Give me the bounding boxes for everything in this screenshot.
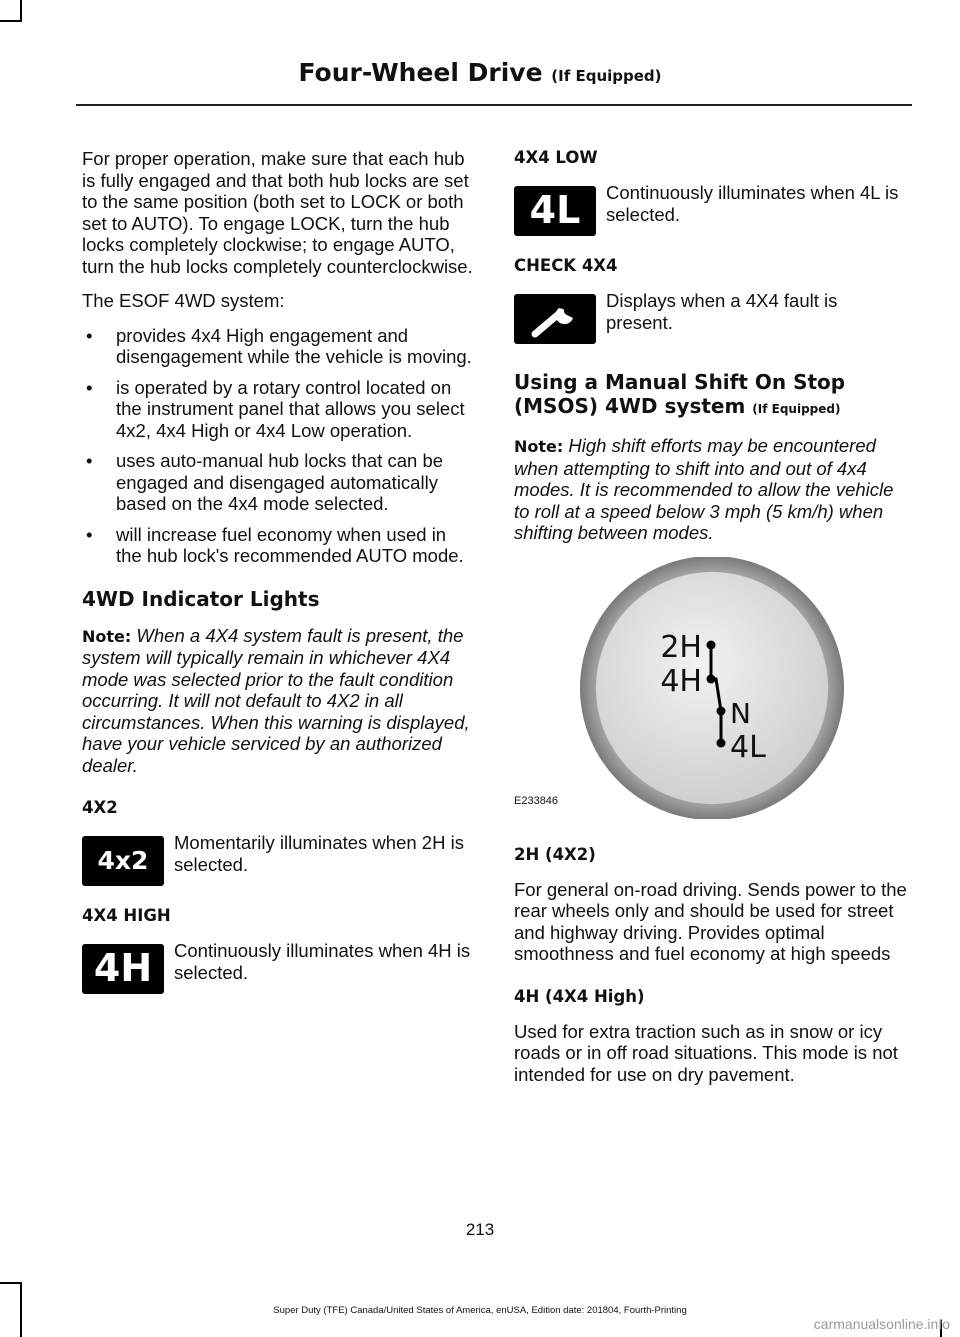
dial-dot-2h [707, 640, 716, 649]
page-title-suffix: (If Equipped) [551, 67, 662, 85]
illustration-code: E233846 [514, 795, 559, 807]
indicator-check [514, 290, 908, 344]
msos-heading-text: Using a Manual Shift On Stop (MSOS) 4WD system [514, 370, 846, 418]
watermark: carmanualsonline.info [813, 1316, 950, 1332]
note-text: When a 4X4 system fault is present, the system will typically remain in whichever 4X4 mode was selected prior to the fault condition occurring. It will not default to 4X2 in all circumstances. When this warning is displayed, have your vehicle serviced by an authorized dealer. [82, 624, 470, 776]
dial-dot-n [717, 706, 726, 715]
list-item: • uses auto-manual hub locks that can be engaged and disengaged automatically based on the 4x4 mode selected. [82, 450, 476, 515]
indicator-4h-text: Continuously illuminates when 4H is selected. [174, 940, 471, 983]
list-item: • provides 4x4 High engagement and disengagement while the vehicle is moving. [82, 325, 476, 368]
wrench-icon [514, 294, 596, 344]
indicator-lights-heading: 4WD Indicator Lights [82, 586, 320, 611]
crop-mark-top-left [20, 0, 22, 22]
4wd-selector-dial [514, 557, 908, 819]
mode-4h-text: Used for extra traction such as in snow or icy roads or in off road situations. This mode is not intended for use on dry pavement. [514, 1020, 898, 1085]
footer-edition: Super Duty (TFE) Canada/United States of America, enUSA, Edition date: 201804, Fourth-Printing [273, 1305, 687, 1316]
dial-illustration [514, 557, 908, 819]
msos-heading-suffix: (If Equipped) [752, 402, 841, 416]
crop-mark-top-left [0, 20, 22, 22]
indicator-4x2-heading: 4X2 [82, 798, 118, 817]
dial-face [596, 572, 828, 804]
indicator-check-heading: CHECK 4X4 [514, 256, 618, 275]
indicator-4h [82, 940, 476, 994]
dial-dot-4h [707, 674, 716, 683]
esof-intro: The ESOF 4WD system: [82, 290, 285, 311]
indicator-4l-text: Continuously illuminates when 4L is selected. [606, 182, 899, 225]
indicator-4h-heading: 4X4 HIGH [82, 906, 171, 925]
dial-dot-4l [717, 738, 726, 747]
intro-paragraph: For proper operation, make sure that each hub is fully engaged and that both hub locks are set to the same position (both set to LOCK or both set to AUTO). To engage LOCK, turn the hub locks completely clockwise; to engage AUTO, turn the hub locks completely counterclockwise. [82, 148, 473, 277]
title-rule [76, 104, 912, 106]
page-number: 213 [465, 1220, 495, 1239]
mode-2h-text: For general on-road driving. Sends power to the rear wheels only and should be used for street and highway driving. Provides optimal smoothness and fuel economy at high speeds [514, 878, 907, 964]
list-item: • is operated by a rotary control located on the instrument panel that allows you select 4x2, 4x4 High or 4x4 Low operation. [82, 377, 476, 442]
dial-label-4h: 4H [660, 663, 702, 699]
page-title-text: Four-Wheel Drive [298, 58, 543, 87]
left-column [82, 148, 476, 1014]
indicator-4l [514, 182, 908, 236]
dial-label-2h: 2H [660, 629, 702, 665]
4h-indicator-icon: 4H [82, 944, 164, 994]
crop-mark-bottom-left [0, 1282, 22, 1284]
indicator-4x2-text: Momentarily illuminates when 2H is selected. [174, 832, 464, 875]
mode-4h-heading: 4H (4X4 High) [514, 986, 645, 1006]
msos-heading [514, 370, 908, 421]
dial-label-4l: 4L [730, 729, 766, 765]
mode-2h-heading: 2H (4X2) [514, 844, 596, 864]
note-text: High shift efforts may be encountered when attempting to shift into and out of 4x4 modes. It is recommended to allow the vehicle to roll at a speed below 3 mph (5 km/h) when shifting between modes. [514, 435, 894, 543]
fault-note [82, 625, 476, 777]
esof-bullet-list [82, 325, 476, 567]
4x2-indicator-icon: 4x2 [82, 836, 164, 886]
note-label: Note: [514, 437, 564, 456]
list-item: • will increase fuel economy when used in the hub lock's recommended AUTO mode. [82, 524, 476, 567]
msos-note [514, 435, 908, 544]
indicator-4x2 [82, 832, 476, 886]
right-column [514, 148, 908, 1098]
indicator-4l-heading: 4X4 LOW [514, 148, 598, 167]
page-title [0, 58, 960, 87]
note-label: Note: [82, 626, 132, 646]
indicator-check-text: Displays when a 4X4 fault is present. [606, 290, 838, 333]
4l-indicator-icon: 4L [514, 186, 596, 236]
dial-label-n: N [730, 696, 751, 730]
